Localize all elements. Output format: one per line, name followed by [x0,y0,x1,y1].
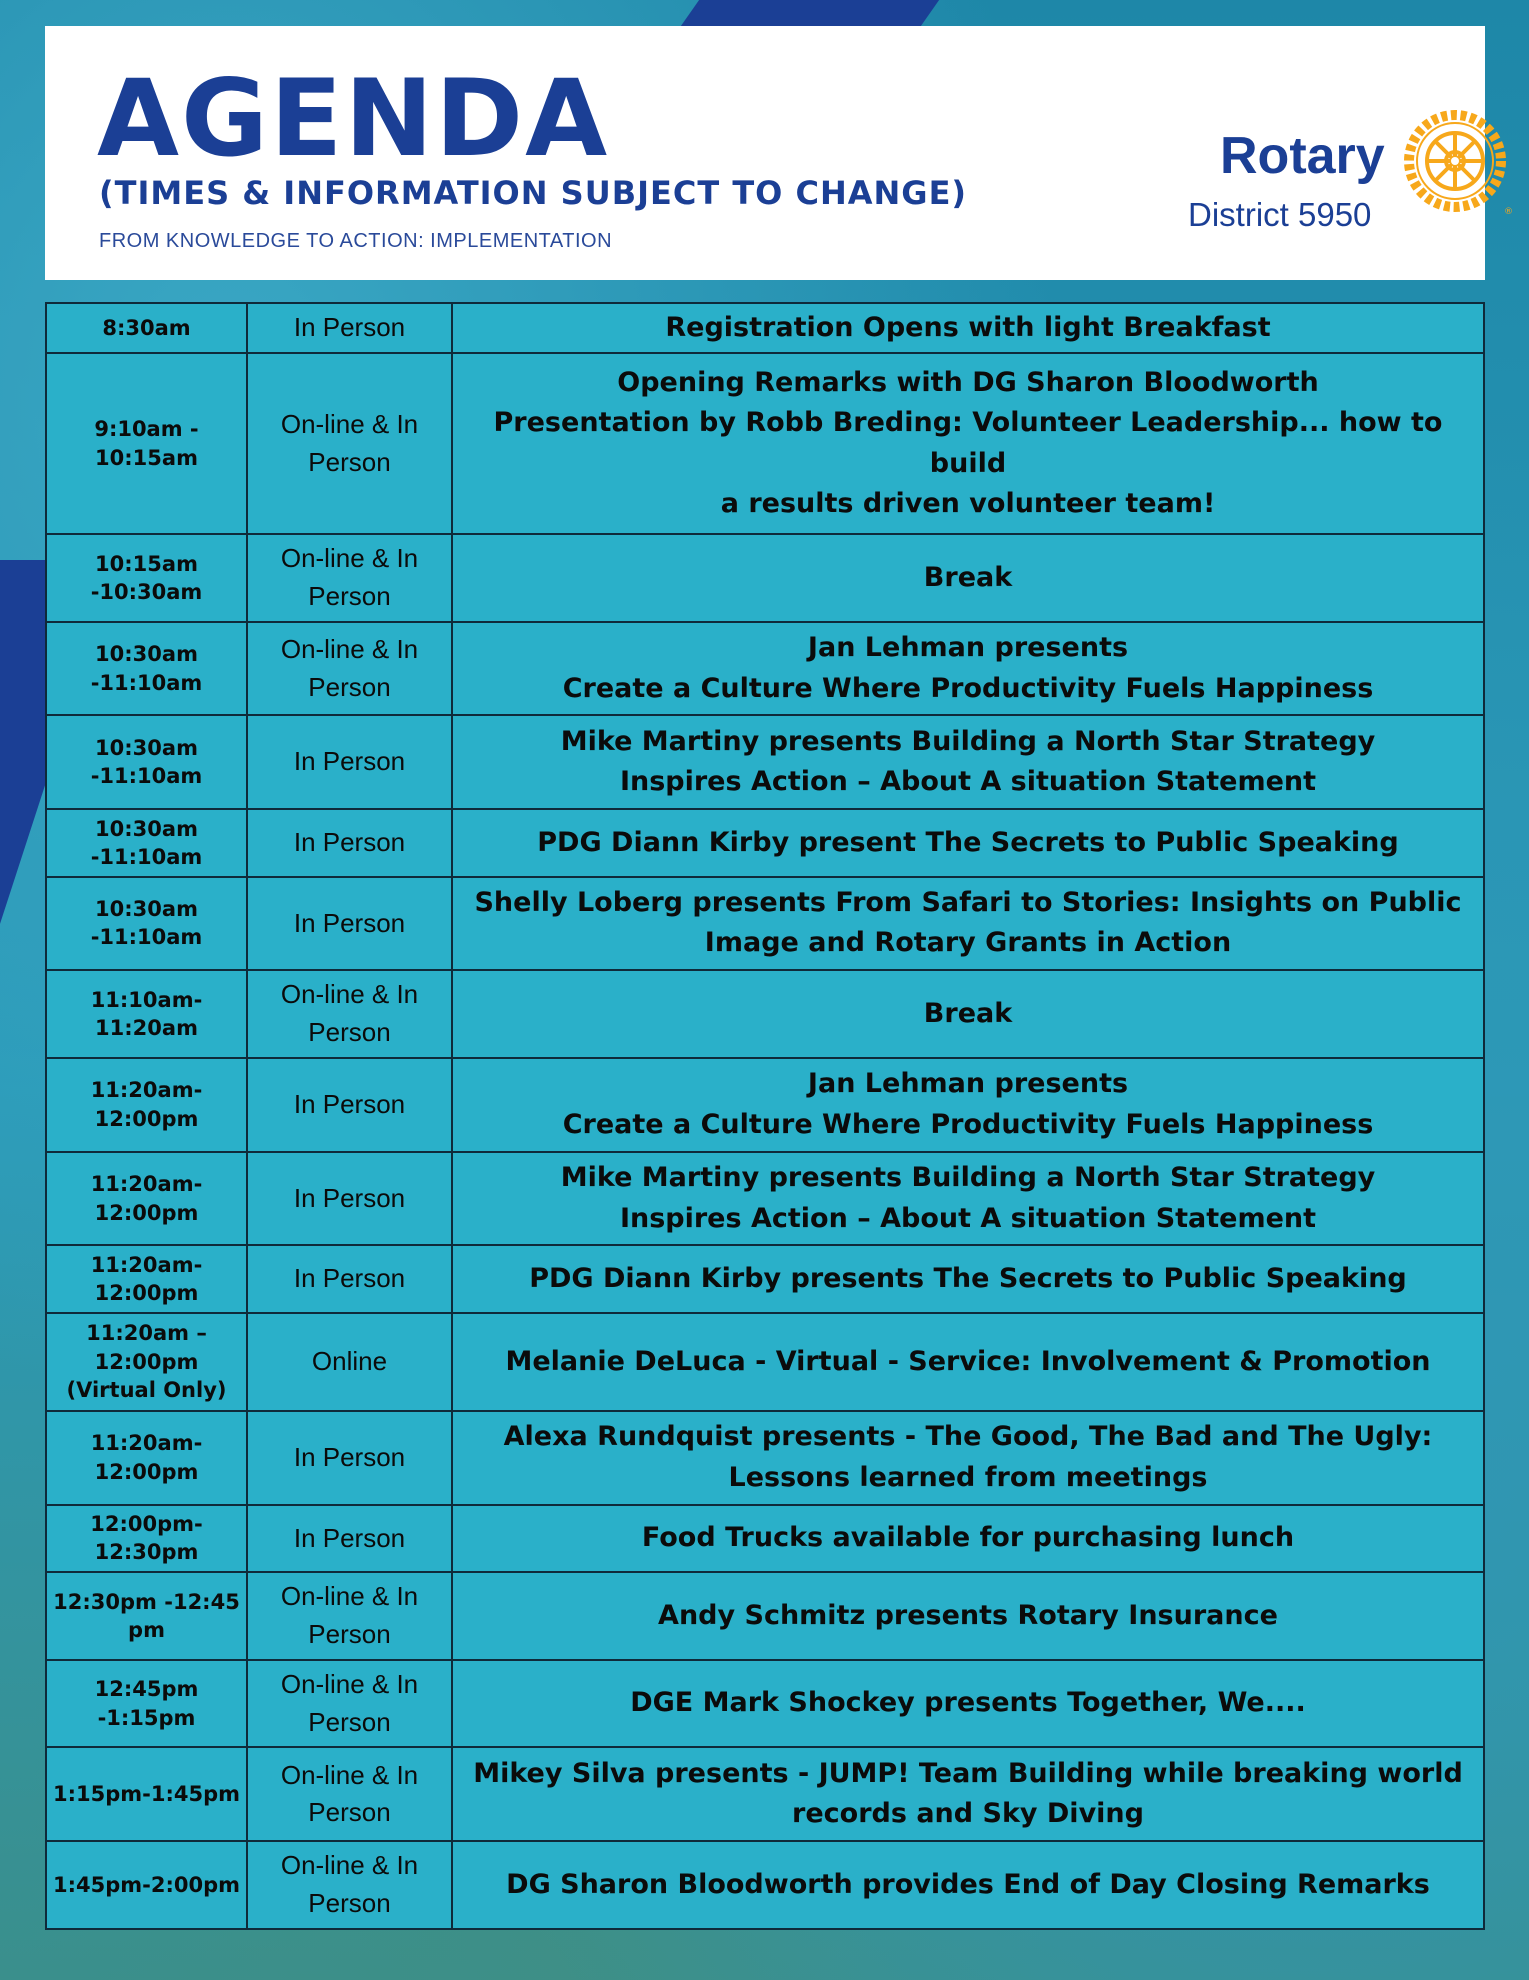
agenda-time: 1:15pm-1:45pm [46,1747,247,1841]
agenda-row [46,534,1484,622]
agenda-time: 11:20am – 12:00pm (Virtual Only) [46,1313,247,1411]
agenda-time: 12:00pm- 12:30pm [46,1505,247,1573]
agenda-mode: On-line & In Person [247,1841,452,1929]
agenda-time: 12:30pm -12:45 pm [46,1572,247,1660]
agenda-event: Break [452,970,1484,1058]
agenda-row [46,1313,1484,1411]
agenda-row [46,809,1484,877]
agenda-event: Mike Martiny presents Building a North Star Strategy Inspires Action – About A situation Statement [452,715,1484,809]
agenda-event: Melanie DeLuca - Virtual - Service: Involvement & Promotion [452,1313,1484,1411]
agenda-row [46,622,1484,716]
agenda-row [46,1660,1484,1748]
agenda-time: 12:45pm -1:15pm [46,1660,247,1748]
agenda-row [46,1841,1484,1929]
logo-wordmark: Rotary [1220,127,1385,185]
agenda-event: DGE Mark Shockey presents Together, We.... [452,1660,1484,1748]
agenda-time: 1:45pm-2:00pm [46,1841,247,1929]
agenda-event: Andy Schmitz presents Rotary Insurance [452,1572,1484,1660]
agenda-time: 10:30am -11:10am [46,809,247,877]
agenda-time: 11:20am- 12:00pm [46,1058,247,1152]
agenda-row [46,1245,1484,1313]
agenda-time: 10:30am -11:10am [46,622,247,716]
agenda-mode: On-line & In Person [247,1660,452,1748]
agenda-mode: In Person [247,1411,452,1505]
agenda-mode: Online [247,1313,452,1411]
agenda-mode: On-line & In Person [247,353,452,534]
agenda-mode: On-line & In Person [247,622,452,716]
agenda-mode: In Person [247,303,452,353]
agenda-row [46,877,1484,971]
agenda-mode: On-line & In Person [247,1572,452,1660]
page-title: AGENDA [97,57,610,180]
agenda-event: Opening Remarks with DG Sharon Bloodworth Presentation by Robb Breding: Volunteer Leadership... how to build a results driven volunteer team! [452,353,1484,534]
agenda-mode: In Person [247,877,452,971]
logo-district: District 5950 [1188,196,1372,233]
agenda-event: DG Sharon Bloodworth provides End of Day Closing Remarks [452,1841,1484,1929]
agenda-event: PDG Diann Kirby present The Secrets to Public Speaking [452,809,1484,877]
agenda-mode: On-line & In Person [247,534,452,622]
page-subtitle: (TIMES & INFORMATION SUBJECT TO CHANGE) [99,174,968,212]
agenda-mode: In Person [247,1505,452,1573]
agenda-row [46,1747,1484,1841]
registered-mark: ® [1504,207,1513,217]
agenda-mode: In Person [247,1152,452,1246]
agenda-row [46,1411,1484,1505]
agenda-header [45,26,1513,280]
agenda-time: 11:20am- 12:00pm [46,1411,247,1505]
agenda-row [46,1058,1484,1152]
agenda-event: Jan Lehman presents Create a Culture Where Productivity Fuels Happiness [452,622,1484,716]
agenda-event: Mikey Silva presents - JUMP! Team Building while breaking world records and Sky Diving [452,1747,1484,1841]
agenda-row [46,303,1484,353]
agenda-event: Shelly Loberg presents From Safari to Stories: Insights on Public Image and Rotary Grants in Action [452,877,1484,971]
rotary-wheel-icon [1400,106,1513,217]
agenda-time: 10:15am -10:30am [46,534,247,622]
agenda-time: 9:10am - 10:15am [46,353,247,534]
agenda-time: 10:30am -11:10am [46,715,247,809]
agenda-event: Jan Lehman presents Create a Culture Where Productivity Fuels Happiness [452,1058,1484,1152]
agenda-event: Registration Opens with light Breakfast [452,303,1484,353]
agenda-event: PDG Diann Kirby presents The Secrets to Public Speaking [452,1245,1484,1313]
agenda-time: 11:10am-11:20am [46,970,247,1058]
agenda-event: Food Trucks available for purchasing lunch [452,1505,1484,1573]
agenda-table [45,302,1485,1930]
agenda-event: Break [452,534,1484,622]
event-tagline: FROM KNOWLEDGE TO ACTION: IMPLEMENTATION [99,230,613,252]
agenda-time: 11:20am- 12:00pm [46,1245,247,1313]
agenda-row [46,353,1484,534]
agenda-mode: In Person [247,715,452,809]
agenda-row [46,970,1484,1058]
agenda-time: 11:20am- 12:00pm [46,1152,247,1246]
agenda-time: 10:30am -11:10am [46,877,247,971]
agenda-mode: In Person [247,1245,452,1313]
agenda-event: Mike Martiny presents Building a North Star Strategy Inspires Action – About A situation Statement [452,1152,1484,1246]
agenda-row [46,715,1484,809]
agenda-mode: In Person [247,809,452,877]
agenda-mode: On-line & In Person [247,1747,452,1841]
agenda-row [46,1505,1484,1573]
agenda-body [46,303,1484,1929]
agenda-mode: On-line & In Person [247,970,452,1058]
agenda-time: 8:30am [46,303,247,353]
decorative-stripe-top [681,0,939,26]
rotary-logo [1140,76,1513,236]
agenda-row [46,1152,1484,1246]
agenda-row [46,1572,1484,1660]
agenda-event: Alexa Rundquist presents - The Good, The Bad and The Ugly: Lessons learned from meetings [452,1411,1484,1505]
agenda-mode: In Person [247,1058,452,1152]
